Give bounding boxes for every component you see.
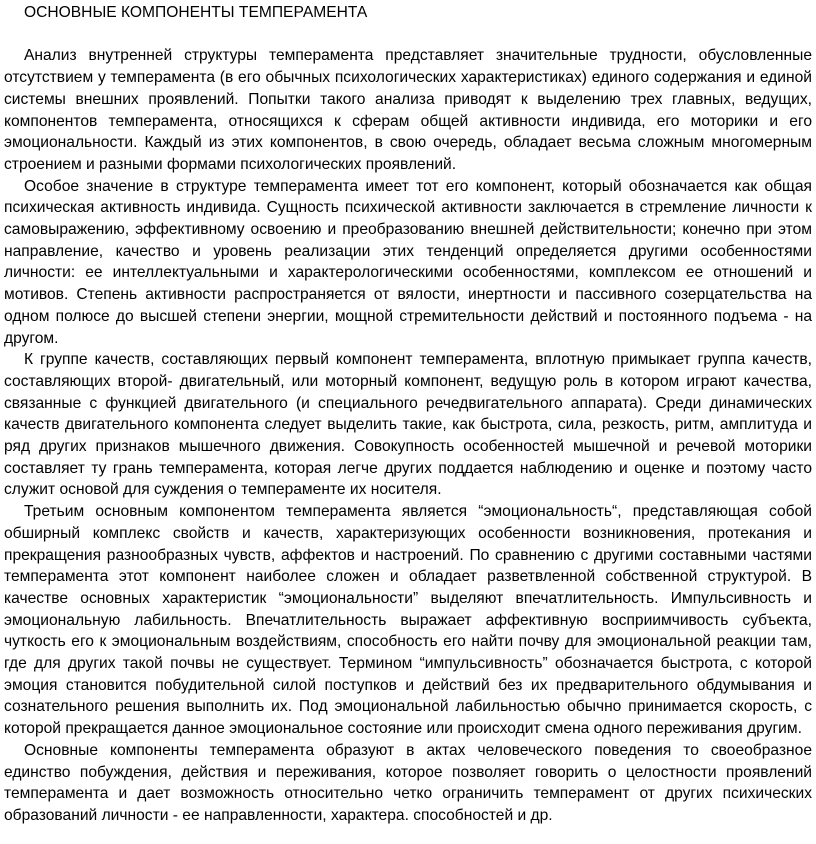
document-title: ОСНОВНЫЕ КОМПОНЕНТЫ ТЕМПЕРАМЕНТА	[24, 4, 368, 21]
paragraph-activity: Особое значение в структуре темперамента имеет тот его компонент, который обозначается как общая психическая активность индивида. Сущность психической активности заключается в стремление личности к самовыражению, эффективному освоению и преобразованию внешней действительности; конечно при этом направление, качество и уровень реализации этих тенденций определяется другими особенностями личности: ее интеллектуальными и характерологическими особенностями, комплексом ее отношений и мотивов. Степень активности распространяется от вялости, инертности и пассивного созерцательства на одном полюсе до высшей степени энергии, мощной стремительности действий и постоянного подъема - на другом.	[4, 177, 812, 347]
paragraph-intro: Анализ внутренней структуры темперамента представляет значительные трудности, обусловленные отсутствием у темперамента (в его обычных психологических характеристиках) единого содержания и единой системы внешних проявлений. Попытки такого анализа приводят к выделению трех главных, ведущих, компонентов темперамента, относящихся к сферам общей активности индивида, его моторики и его эмоциональности. Каждый из этих компонентов, в свою очередь, обладает весьма сложным многомерным строением и разными формами психологических проявлений.	[4, 47, 812, 173]
paragraph-emotionality: Третьим основным компонентом темперамента является “эмоциональность“, представляющая собой обширный комплекс свойств и качеств, характеризующих особенности возникновения, протекания и прекращения разнообразных чувств, аффектов и настроений. По сравнению с другими составными частями темперамента этот компонент наиболее сложен и обладает разветвленной собственной структурой. В качестве основных характеристик “эмоциональности” выделяют впечатлительность. Импульсивность и эмоциональную лабильность. Впечатлительность выражает аффективную восприимчивость субъекта, чуткость его к эмоциональным воздействиям, способность его найти почву для эмоциональной реакции там, где для других такой почвы не существует. Термином “импульсивность” обозначается быстрота, с которой эмоция становится побудительной силой поступков и действий без их предварительного обдумывания и сознательного решения выполнить их. Под эмоциональной лабильностью обычно принимается скорость, с которой прекращается данное эмоциональное состояние или происходит смена одного переживания другим.	[4, 503, 812, 738]
paragraph-conclusion: Основные компоненты темперамента образуют в актах человеческого поведения то своеобразное единство побуждения, действия и переживания, которое позволяет говорить о целостности проявлений темперамента и дает возможность относительно четко ограничить темперамент от других психических образований личности - ее направленности, характера. способностей и др.	[4, 741, 812, 824]
paragraph-motor: К группе качеств, составляющих первый компонент темперамента, вплотную примыкает группа качеств, составляющих второй- двигательный, или моторный компонент, ведущую роль в котором играют качества, связанные с функцией двигательного (и специального речедвигательного аппарата). Среди динамических качеств двигательного компонента следует выделить такие, как быстрота, сила, резкость, ритм, амплитуда и ряд других признаков мышечного движения. Совокупность особенностей мышечной и речевой моторики составляет ту грань темперамента, которая легче других поддается наблюдению и оценке и поэтому часто служит основой для суждения о темпераменте их носителя.	[4, 351, 812, 499]
title-spacer	[4, 24, 812, 46]
